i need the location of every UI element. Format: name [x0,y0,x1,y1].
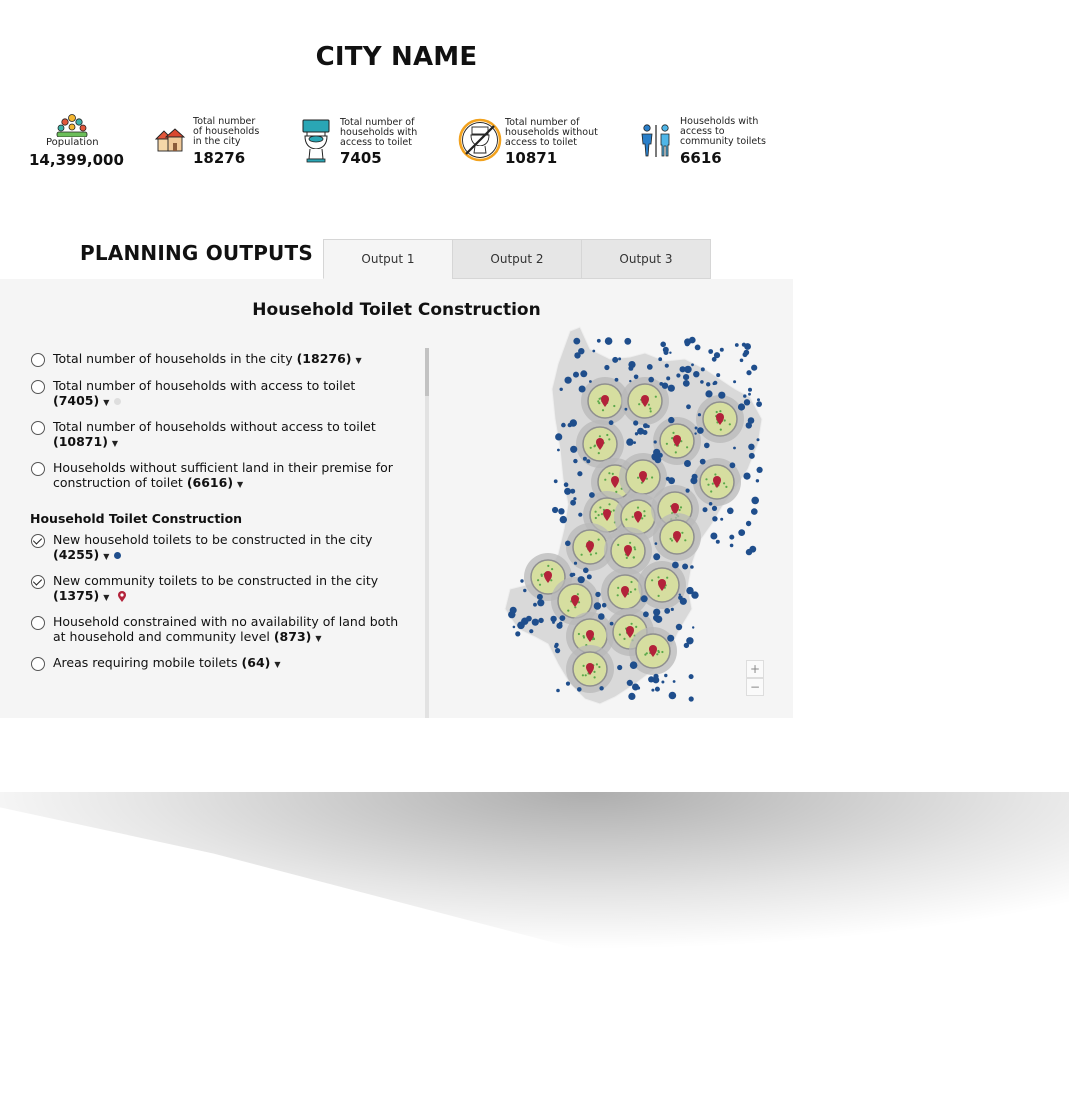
household-dot [700,459,706,465]
household-dot [583,568,589,574]
stat-label: Population [46,137,99,148]
household-dot [703,507,708,512]
zoom-in-button[interactable]: + [746,660,764,678]
household-dot [678,596,683,601]
household-dot [661,681,664,684]
household-dot [637,686,640,689]
layer-item-text [53,573,403,605]
household-dot [733,447,736,450]
household-dot [698,413,701,416]
caret-down-icon[interactable]: ▼ [355,356,362,365]
stat-value: 6616 [680,149,722,167]
layer-label: New community toilets to be constructed in the city [53,573,379,588]
stat-label: Households with access to community toilets [680,116,766,147]
household-dot [624,338,631,345]
household-dot [666,477,670,481]
household-dot [692,626,694,628]
household-dot [564,482,569,487]
layer-item-text [53,419,403,451]
household-dot [658,357,662,361]
household-dot [523,589,526,592]
household-dot [730,544,734,548]
list-scrollbar[interactable] [425,348,429,718]
household-dot [743,473,750,480]
household-dot [756,479,759,482]
caret-down-icon[interactable]: ▼ [274,660,281,669]
layer-item-text [53,614,403,646]
household-dot [578,348,584,354]
caret-down-icon[interactable]: ▼ [103,552,110,561]
household-dot [555,648,560,653]
household-dot [529,629,533,633]
layer-radio-checked[interactable] [31,534,45,548]
household-dot [701,367,705,371]
household-dot [617,665,622,670]
household-dot [651,689,654,692]
layer-label: Household constrained with no availability of land both at household and community level [53,614,399,644]
zoom-out-button[interactable]: − [746,678,764,696]
household-dot [746,521,751,526]
household-dot [580,370,587,377]
household-dot [625,408,628,411]
layer-radio-checked[interactable] [31,575,45,589]
household-dot [643,611,649,617]
layer-radio[interactable] [31,353,45,367]
household-dot [578,576,585,583]
layer-radio[interactable] [31,657,45,671]
household-dot [538,618,543,623]
household-dot [653,674,658,679]
household-dot [618,357,621,360]
household-dot [597,339,601,343]
household-dot [695,427,698,430]
household-dot [570,489,575,494]
household-dot [673,680,676,683]
household-dot [641,595,648,602]
household-dot [743,352,748,357]
household-dot [742,343,746,347]
household-dot [558,508,564,514]
household-dot [718,392,725,399]
population-icon [56,113,88,137]
community-toilet-cluster[interactable] [696,395,744,443]
community-toilet-cluster[interactable] [653,513,701,561]
household-dot [684,460,691,467]
legend-dot-icon [114,398,121,405]
household-dot [748,444,754,450]
layer-label: Total number of households in the city [53,351,293,366]
household-dot [610,622,614,626]
household-dot [685,341,690,346]
household-dot [599,686,603,690]
household-dot [653,615,660,622]
household-dot [690,565,694,569]
household-dot [560,388,563,391]
household-dot [633,441,636,444]
household-dot [513,626,516,629]
household-dot [573,372,579,378]
household-dot [691,363,694,366]
layer-count: (1375) [53,588,100,603]
household-dot [686,404,691,409]
stat-value: 18276 [193,149,246,167]
household-dot [572,422,575,425]
household-dot [595,592,600,597]
household-dot [727,508,734,515]
household-dot [654,440,657,443]
household-dot [709,502,713,506]
household-dot [566,682,570,686]
layer-count: (7405) [53,393,100,408]
household-dot [716,540,720,544]
household-dot [682,564,688,570]
household-dot [691,591,698,598]
household-dot [633,420,638,425]
household-dot [756,401,762,407]
household-dot [749,453,755,459]
household-dot [554,644,558,648]
community-toilet-cluster[interactable] [566,645,614,693]
layer-item-text [53,351,403,368]
household-dot [508,611,515,618]
household-dot [751,365,757,371]
household-dot [605,337,613,345]
household-dot [700,380,704,384]
household-dot [695,345,701,351]
city-title: CITY NAME [315,42,478,72]
layer-item-text [53,655,403,672]
household-dot [560,615,566,621]
household-dot [579,386,586,393]
tab-output-1[interactable]: Output 1 [323,239,453,279]
household-dot [573,338,580,345]
household-dot [629,380,631,382]
layer-item-text [53,460,403,492]
household-dot [669,692,677,700]
household-dot [598,613,605,620]
household-dot [537,599,544,606]
household-dot [604,365,609,370]
caret-down-icon[interactable]: ▼ [111,439,119,448]
household-dot [556,689,560,693]
household-dot [713,381,717,385]
household-dot [720,348,724,352]
household-dot [664,608,670,614]
household-dot [710,533,717,540]
household-dot [738,403,745,410]
household-dot [602,603,607,608]
household-dot [609,420,614,425]
household-dot [626,438,633,445]
no-toilet-icon [458,118,502,162]
household-dot [706,382,710,386]
layer-label: Total number of households without access to toilet [53,419,376,434]
household-dot [568,423,572,427]
household-dot [757,398,760,401]
household-dot [743,394,746,397]
household-dot [704,443,710,449]
household-dot [712,516,717,521]
household-dot [589,492,595,498]
household-dot [740,359,744,363]
household-dot [689,696,694,701]
household-dot [676,624,682,630]
household-dot [655,687,660,692]
household-dot [630,661,638,669]
household-dot [573,497,576,500]
layer-radio[interactable] [31,421,45,435]
section-heading: Household Toilet Construction [30,511,243,526]
household-dot [666,376,670,380]
layer-count: (10871) [53,434,108,449]
household-dot [684,643,689,648]
household-dot [697,427,704,434]
layer-radio[interactable] [31,462,45,476]
household-dot [748,388,752,392]
stat-label: Total number of households without access to toilet [505,117,598,148]
stat-label: Total number of households in the city [193,116,260,147]
household-dot [533,603,537,607]
layer-label: New household toilets to be constructed in the city [53,532,373,547]
household-dot [751,508,758,515]
household-dot [751,497,759,505]
household-dot [615,378,619,382]
household-dot [748,393,751,396]
household-dot [648,377,654,383]
planning-outputs-title: PLANNING OUTPUTS [80,241,313,265]
layer-item-text [53,378,403,410]
household-dot [628,693,635,700]
household-dot [716,373,720,377]
household-dot [565,377,572,384]
household-dot [705,390,712,397]
layer-count: (18276) [296,351,352,366]
household-dot [744,399,750,405]
layer-count: (6616) [186,475,234,490]
household-dot [634,375,639,380]
household-dot [648,676,654,682]
output-tabs [323,239,710,279]
household-dot [647,425,650,428]
household-dot [659,382,663,386]
household-dot [746,370,751,375]
household-dot [570,500,576,506]
household-dot [577,687,582,692]
household-dot [515,631,520,636]
household-dot [689,674,694,679]
household-dot [564,488,571,495]
layer-radio[interactable] [31,380,45,394]
household-dot [587,574,592,579]
layer-count: (4255) [53,547,100,562]
household-dot [559,622,563,626]
household-dot [638,429,642,433]
household-dot [635,432,638,435]
community-toilet-icon [640,124,672,158]
layer-label: Total number of households with access to toilet [53,378,356,393]
household-dot [628,361,635,368]
household-dot [683,380,690,387]
community-toilet-cluster[interactable] [604,527,652,575]
household-dot [578,513,582,517]
caret-down-icon[interactable]: ▼ [315,634,322,643]
caret-down-icon[interactable]: ▼ [103,593,110,602]
layer-label: Areas requiring mobile toilets [53,655,238,670]
household-dot [660,342,666,348]
household-dot [757,438,760,441]
household-dot [655,542,658,545]
layer-count: (64) [241,655,271,670]
household-dot [684,366,691,373]
household-dot [692,474,698,480]
household-dot [676,373,680,377]
household-dot-icon [114,552,121,559]
household-dot [521,618,528,625]
layer-item-text [53,532,403,564]
caret-down-icon[interactable]: ▼ [237,480,244,489]
panel-title: Household Toilet Construction [252,300,541,320]
household-dot [554,479,558,483]
household-dot [686,489,690,493]
stat-value: 10871 [505,149,558,167]
household-dot [627,680,633,686]
household-dot [735,343,739,347]
household-dot [552,507,558,513]
household-dot [664,674,667,677]
household-dot [689,337,696,344]
household-dot [738,529,745,536]
household-dot [573,459,577,463]
household-dot [729,535,734,540]
household-dot [560,516,567,523]
household-dot [714,352,720,358]
map-pin-icon [117,591,127,603]
household-dot [532,619,539,626]
household-dot [586,459,590,463]
household-dot [577,471,582,476]
household-dot [594,602,601,609]
household-dot [672,562,679,569]
household-dot [665,364,669,368]
household-dot [643,430,648,435]
household-dot [570,446,577,453]
household-dot [712,506,717,511]
household-dot [651,453,659,461]
household-dot [671,608,674,611]
layer-radio[interactable] [31,616,45,630]
household-dot [570,573,574,577]
houses-icon [154,127,186,153]
household-dot [668,417,674,423]
household-dot [748,417,755,424]
household-dot [757,467,763,473]
household-dot [694,432,696,434]
household-dot [668,385,675,392]
caret-down-icon[interactable]: ▼ [103,398,110,407]
household-dot [574,562,577,565]
stat-value: 7405 [340,149,382,167]
city-map[interactable] [430,319,793,718]
household-dot [612,357,618,363]
toilet-icon [300,119,332,163]
stat-value: 14,399,000 [29,151,124,169]
tab-output-2[interactable]: Output 2 [452,239,582,279]
household-dot [693,371,699,377]
household-dot [720,518,723,521]
scrollbar-thumb[interactable] [425,348,429,396]
household-dot [520,579,523,582]
tab-output-3[interactable]: Output 3 [581,239,711,279]
household-dot [565,541,571,547]
household-dot [733,380,736,383]
household-dot [730,462,736,468]
household-dot [746,549,752,555]
layer-label: Households without sufficient land in their premise for construction of toilet [53,460,393,490]
household-dot [557,449,560,452]
output-panel [0,279,793,718]
household-dot [583,457,587,461]
page-shadow [0,792,1069,1100]
household-dot [663,347,669,353]
household-dot [708,349,713,354]
household-dot [647,364,653,370]
stat-label: Total number of households with access to toilet [340,117,418,148]
household-dot [667,635,674,642]
layer-count: (873) [273,629,312,644]
household-dot [683,374,689,380]
household-dot [537,594,543,600]
household-dot [653,553,660,560]
household-dot [669,352,671,354]
map-zoom-controls [746,660,764,696]
household-dot [552,621,555,624]
household-dot [561,423,566,428]
household-dot [589,380,592,383]
household-dot [592,350,595,353]
household-dot [555,433,562,440]
